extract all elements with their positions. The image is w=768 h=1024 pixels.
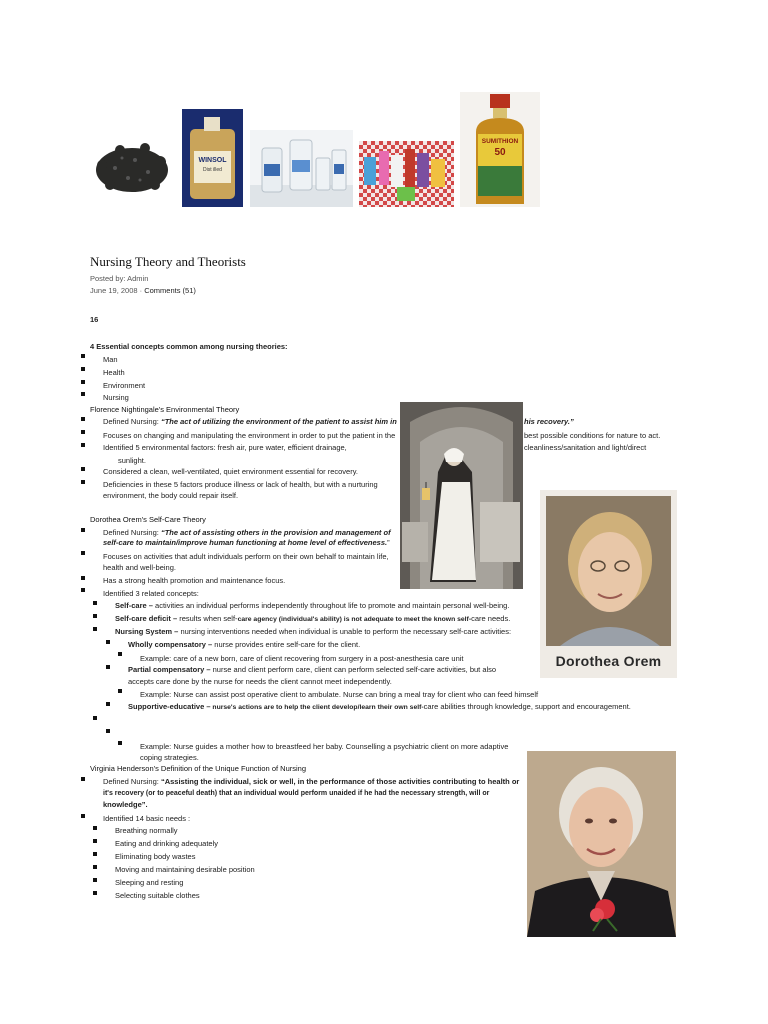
defined-prefix: Defined Nursing:	[103, 777, 161, 786]
bullet	[81, 467, 85, 471]
bullet	[118, 741, 122, 745]
nightingale-b3-cont: sunlight.	[118, 456, 146, 465]
bullet	[81, 380, 85, 384]
concepts-heading: 4 Essential concepts common among nursing theories:	[90, 342, 288, 351]
bullet	[81, 480, 85, 484]
bullet	[81, 814, 85, 818]
nursing-system-item	[115, 627, 511, 637]
henderson-definition-l3: knowledge”.	[103, 800, 148, 809]
bullet	[81, 443, 85, 447]
bullet	[93, 839, 97, 843]
partial-example: Example: Nurse can assist post operative client to ambulate. Nurse can bring a meal tray for client who can feed himself	[140, 690, 539, 699]
wholly-text: nurse provides entire self-care for the client.	[212, 640, 361, 649]
bullet	[106, 702, 110, 706]
bullet	[118, 689, 122, 693]
iv-bottles-image	[250, 130, 353, 207]
bullet	[93, 601, 97, 605]
concept-item: Nursing	[103, 393, 129, 402]
need-item: Eliminating body wastes	[115, 852, 196, 861]
orem-b2: Focuses on activities that adult individuals perform on their own behalf to maintain life,	[103, 552, 389, 561]
orem-b2-cont: health and well-being.	[103, 563, 176, 572]
self-care-item	[115, 601, 509, 611]
definition-end: ”	[387, 538, 390, 547]
bullet	[81, 354, 85, 358]
nightingale-definition	[103, 417, 397, 427]
bullet	[81, 551, 85, 555]
nightingale-b3-tail: cleanliness/sanitation and light/direct	[524, 443, 647, 452]
need-item: Breathing normally	[115, 826, 178, 835]
henderson-definition	[103, 777, 519, 787]
nightingale-b5-cont: environment, the body could repair itself.	[103, 491, 239, 500]
nightingale-heading: Florence Nightingale's Environmental Theory	[90, 405, 240, 414]
concept-item: Health	[103, 368, 125, 377]
pellets-image	[90, 130, 175, 205]
henderson-portrait	[527, 751, 676, 937]
bullet	[81, 528, 85, 532]
bullet	[81, 392, 85, 396]
bullet	[93, 627, 97, 631]
partial-cont: accepts care done by the nurse for needs the client cannot meet independently.	[128, 677, 392, 686]
orem-b3: Has a strong health promotion and maintenance focus.	[103, 576, 286, 585]
supportive-item	[128, 702, 631, 713]
defined-prefix: Defined Nursing:	[103, 528, 161, 537]
bullet	[106, 665, 110, 669]
post-date-line	[90, 286, 196, 296]
self-care-text: activities an individual performs independently throughout life to promote and maintain personal well-being.	[152, 601, 510, 610]
support-text-b: care abilities through knowledge, support and encouragement.	[423, 702, 631, 711]
bullet	[81, 417, 85, 421]
definition-quote: “The act of assisting others in the provision and management of	[160, 528, 391, 537]
bullet	[81, 588, 85, 592]
definition-quote: “The act of utilizing the environment of the patient to assist him in	[160, 417, 397, 426]
bullet	[81, 576, 85, 580]
defined-prefix: Defined Nursing:	[103, 417, 161, 426]
partial-text: nurse and client perform care, client can perform selected self-care activities, but also	[210, 665, 497, 674]
post-number: 16	[90, 315, 99, 324]
deficit-label: Self-care deficit –	[115, 614, 178, 623]
system-label: Nursing System –	[115, 627, 179, 636]
nightingale-b2: Focuses on changing and manipulating the environment in order to put the patient in the	[103, 431, 396, 440]
bullet	[106, 640, 110, 644]
bullet	[93, 826, 97, 830]
bullet	[81, 430, 85, 434]
orem-heading: Dorothea Orem's Self-Care Theory	[90, 515, 206, 524]
support-example-cont: coping strategies.	[140, 753, 199, 762]
bullet	[106, 729, 110, 733]
orem-caption: Dorothea Orem	[555, 653, 662, 669]
bullet	[93, 878, 97, 882]
henderson-definition-l2: it's recovery (or to peaceful death) that an individual would perform unaided if he had the necessary strength, will or	[103, 790, 490, 797]
nightingale-portrait	[400, 402, 523, 589]
nightingale-b2-tail: best possible conditions for nature to act.	[524, 431, 661, 440]
need-item: Eating and drinking adequately	[115, 839, 218, 848]
henderson-b2: Identified 14 basic needs :	[103, 814, 191, 823]
need-item: Selecting suitable clothes	[115, 891, 200, 900]
nightingale-b3: Identified 5 environmental factors: fresh air, pure water, efficient drainage,	[103, 443, 347, 452]
sumithion-label: SUMITHION	[481, 138, 519, 145]
orem-portrait	[540, 490, 677, 678]
winsol-sublabel: Dist illed	[203, 167, 222, 173]
bullet	[93, 716, 97, 720]
definition-quote-cont: self-care to maintain/improve human functioning at home level of effectiveness.	[103, 538, 388, 547]
concept-item: Environment	[103, 381, 146, 390]
henderson-heading: Virginia Henderson's Definition of the Unique Function of Nursing	[90, 764, 306, 773]
deficit-text-b: care agency (individual's ability) is not adequate to meet the known self-	[237, 616, 472, 623]
concept-item: Man	[103, 355, 118, 364]
nightingale-b4: Considered a clean, well-ventilated, quiet environment essential for recovery.	[103, 467, 358, 476]
self-care-deficit-item	[115, 614, 510, 625]
nightingale-definition-tail: his recovery.”	[524, 417, 574, 426]
bullet	[93, 865, 97, 869]
orem-definition-l2	[103, 538, 390, 548]
support-label: Supportive-educative –	[128, 702, 211, 711]
wholly-item	[128, 640, 360, 650]
bullet	[93, 852, 97, 856]
sumithion-number: 50	[494, 147, 506, 158]
need-item: Sleeping and resting	[115, 878, 184, 887]
support-example: Example: Nurse guides a mother how to breastfeed her baby. Counselling a psychiatric client on more adaptive	[140, 742, 509, 751]
bullet	[118, 652, 122, 656]
bullet	[81, 367, 85, 371]
comments-link[interactable]: Comments (51)	[144, 286, 196, 295]
deficit-text-a: results when self-	[177, 614, 238, 623]
bullet	[93, 891, 97, 895]
bullet	[81, 777, 85, 781]
winsol-label: WINSOL	[198, 157, 227, 164]
wholly-label: Wholly compensatory –	[128, 640, 213, 649]
post-date: June 19, 2008 ·	[90, 286, 145, 295]
nightingale-b5: Deficiencies in these 5 factors produce illness or lack of health, but with a nurturing	[103, 480, 378, 489]
definition-quote: “Assisting the individual, sick or well, in the performance of those activities contributing to health or	[160, 777, 520, 786]
post-title: Nursing Theory and Theorists	[90, 254, 246, 269]
wholly-example: Example: care of a new born, care of client recovering from surgery in a post-anesthesia care unit	[140, 654, 464, 663]
system-text: nursing interventions needed when individual is unable to perform the necessary self-care activities:	[178, 627, 512, 636]
posted-by: Posted by: Admin	[90, 274, 149, 283]
orem-definition	[103, 528, 391, 538]
partial-item	[128, 665, 496, 675]
bullet	[93, 614, 97, 618]
orem-b4: Identified 3 related concepts:	[103, 589, 199, 598]
sumithion-bottle-image	[460, 92, 540, 207]
deficit-text-c: care needs.	[471, 614, 511, 623]
support-text-a: nurse's actions are to help the client develop/learn their own self-	[210, 704, 424, 711]
need-item: Moving and maintaining desirable position	[115, 865, 255, 874]
partial-label: Partial compensatory –	[128, 665, 211, 674]
winsol-jug-image	[182, 109, 243, 207]
cleaning-products-image	[359, 141, 454, 207]
self-care-label: Self-care –	[115, 601, 153, 610]
